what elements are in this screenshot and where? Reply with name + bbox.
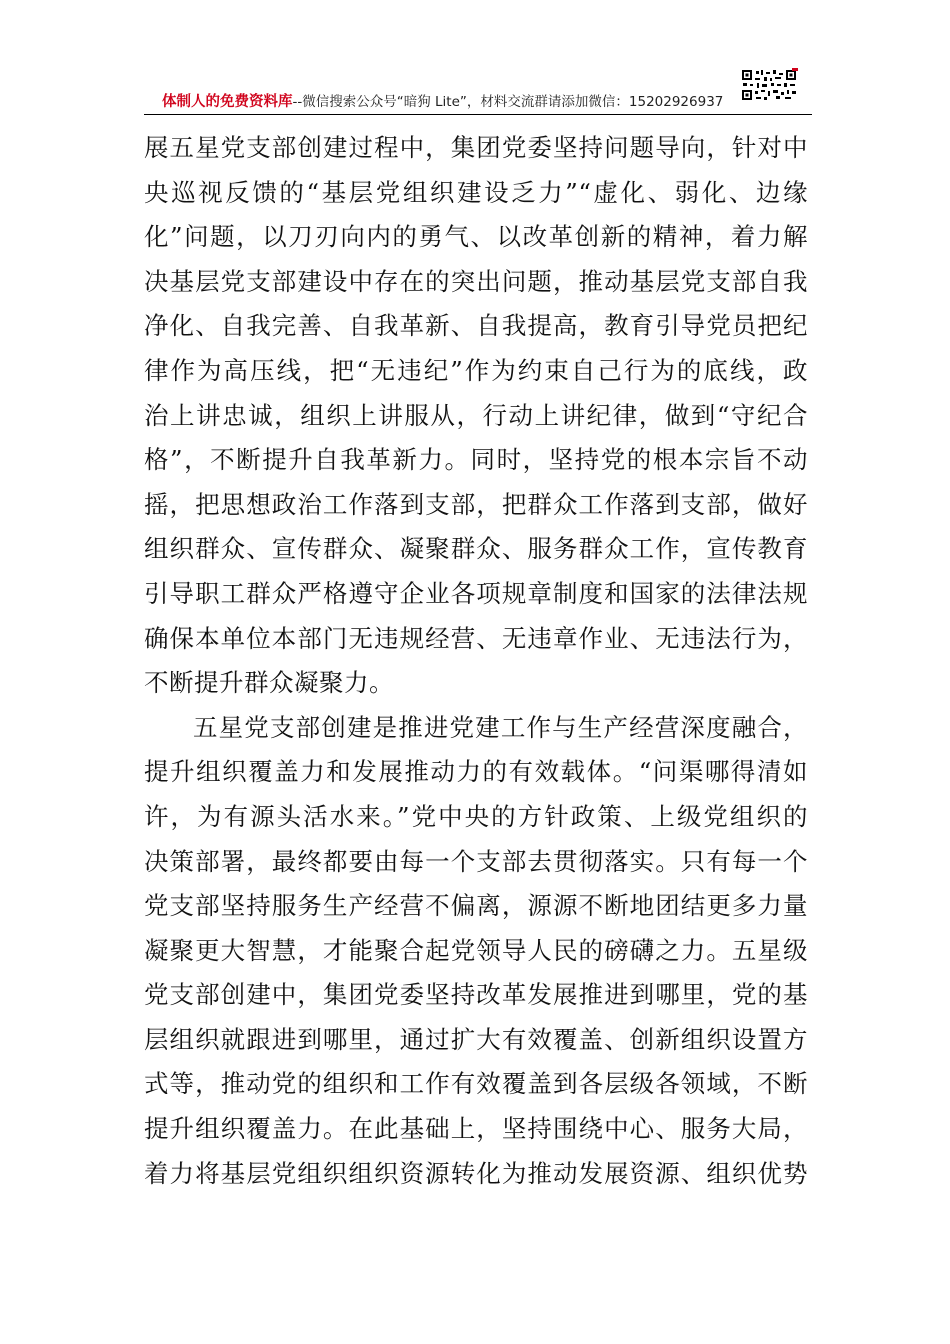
- text-line: 治上讲忠诚，组织上讲服从，行动上讲纪律，做到“守纪合: [144, 400, 808, 430]
- text-line: 格”，不断提升自我革新力。同时，坚持党的根本宗旨不动: [144, 445, 808, 475]
- text-line: 层组织就跟进到哪里，通过扩大有效覆盖、创新组织设置方: [144, 1024, 808, 1054]
- text-line: 化”问题，以刀刃向内的勇气、以改革创新的精神，着力解: [144, 222, 808, 252]
- text-line: 净化、自我完善、自我革新、自我提高，教育引导党员把纪: [144, 311, 808, 341]
- paragraph-start-line: 五星党支部创建是推进党建工作与生产经营深度融合，: [193, 712, 808, 742]
- header-banner: [162, 90, 723, 111]
- text-line: 党支部创建中，集团党委坚持改革发展推进到哪里，党的基: [144, 980, 808, 1010]
- text-line: 不断提升群众凝聚力。: [144, 668, 394, 698]
- header-tagline: --微信搜索公众号“暗狗 Lite”，材料交流群请添加微信：15202926937: [292, 94, 724, 110]
- text-line: 式等，推动党的组织和工作有效覆盖到各层级各领域，不断: [144, 1069, 808, 1099]
- text-line: 引导职工群众严格遵守企业各项规章制度和国家的法律法规: [144, 578, 808, 608]
- text-line: 确保本单位本部门无违规经营、无违章作业、无违法行为，: [144, 623, 808, 653]
- header-divider: [144, 114, 812, 115]
- text-line: 凝聚更大智慧，才能聚合起党领导人民的磅礴之力。五星级: [144, 935, 808, 965]
- text-line: 许，为有源头活水来。”党中央的方针政策、上级党组织的: [144, 801, 808, 831]
- text-line: 决基层党支部建设中存在的突出问题，推动基层党支部自我: [144, 266, 808, 296]
- qr-code-icon[interactable]: [740, 68, 798, 102]
- document-body: [144, 126, 808, 1196]
- page-header: [144, 68, 812, 118]
- text-line: 提升组织覆盖力和发展推动力的有效载体。“问渠哪得清如: [144, 757, 808, 787]
- text-line: 提升组织覆盖力。在此基础上，坚持围绕中心、服务大局，: [144, 1114, 808, 1144]
- text-line: 决策部署，最终都要由每一个支部去贯彻落实。只有每一个: [144, 846, 808, 876]
- text-line: 摇，把思想政治工作落到支部，把群众工作落到支部，做好: [144, 489, 808, 519]
- text-line: 着力将基层党组织组织资源转化为推动发展资源、组织优势: [144, 1158, 808, 1188]
- text-line: 展五星党支部创建过程中，集团党委坚持问题导向，针对中: [144, 133, 808, 162]
- text-line: 央巡视反馈的“基层党组织建设乏力”“虚化、弱化、边缘: [144, 177, 808, 207]
- text-line: 律作为高压线，把“无违纪”作为约束自己行为的底线，政: [144, 355, 808, 385]
- brand-title[interactable]: 体制人的免费资料库: [162, 94, 293, 110]
- text-line: 党支部坚持服务生产经营不偏离，源源不断地团结更多力量: [144, 891, 808, 921]
- text-line: 组织群众、宣传群众、凝聚群众、服务群众工作，宣传教育: [144, 534, 808, 564]
